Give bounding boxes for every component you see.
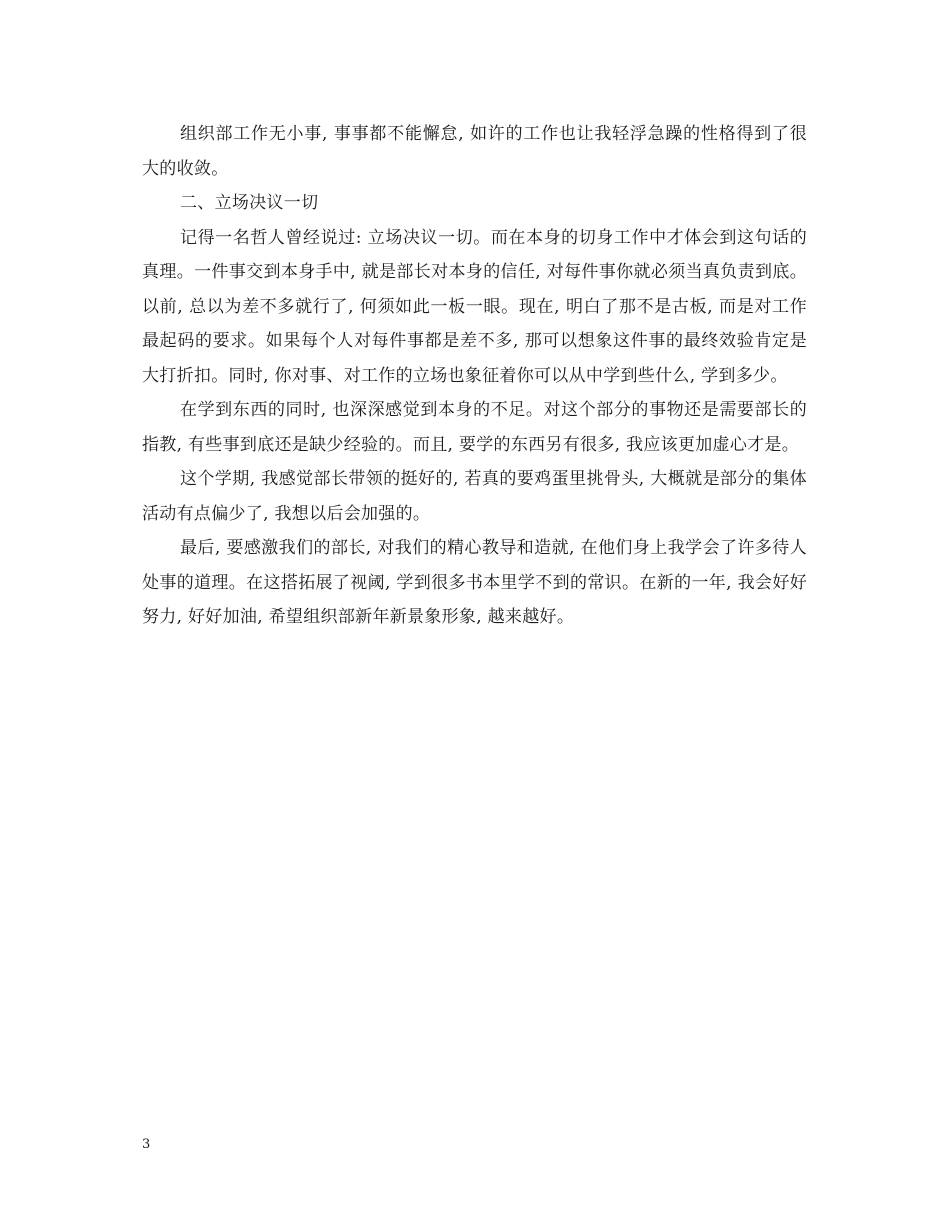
paragraph-semester-review: 这个学期, 我感觉部长带领的挺好的, 若真的要鸡蛋里挑骨头, 大概就是部分的集体活动有点偏少了, 我想以后会加强的。 xyxy=(142,469,807,524)
section-heading: 二、立场决议一切 xyxy=(180,193,319,213)
page-number: 3 xyxy=(142,1137,151,1152)
paragraph-work-attitude: 组织部工作无小事, 事事都不能懈怠, 如许的工作也让我轻浮急躁的性格得到了很大的收敛。 xyxy=(142,124,807,179)
paragraph-shortcomings: 在学到东西的同时, 也深深感觉到本身的不足。对这个部分的事物还是需要部长的指教, 有些事到底还是缺少经验的。而且, 要学的东西另有很多, 我应该更加虚心才是。 xyxy=(142,400,807,455)
paragraph-attitude-decides: 记得一名哲人曾经说过: 立场决议一切。而在本身的切身工作中才体会到这句话的真理。一件事交到本身手中, 就是部长对本身的信任, 对每件事你就必须当真负责到底。以前, 总以为差不多就行了, 何须如此一板一眼。现在, 明白了那不是古板, 而是对工作最起码的要求。如果每个人对每件事都是差不多, 那可以想象这件事的最终效验肯定是大打折扣。同时, 你对事、对工作的立场也象征着你可以从中学到些什么, 学到多少。 xyxy=(142,227,807,386)
paragraph-closing: 最后, 要感激我们的部长, 对我们的精心教导和造就, 在他们身上我学会了许多待人处事的道理。在这搭拓展了视阈, 学到很多书本里学不到的常识。在新的一年, 我会好好努力, 好好加油, 希望组织部新年新景象形象, 越来越好。 xyxy=(142,538,807,627)
document-body xyxy=(142,117,807,635)
